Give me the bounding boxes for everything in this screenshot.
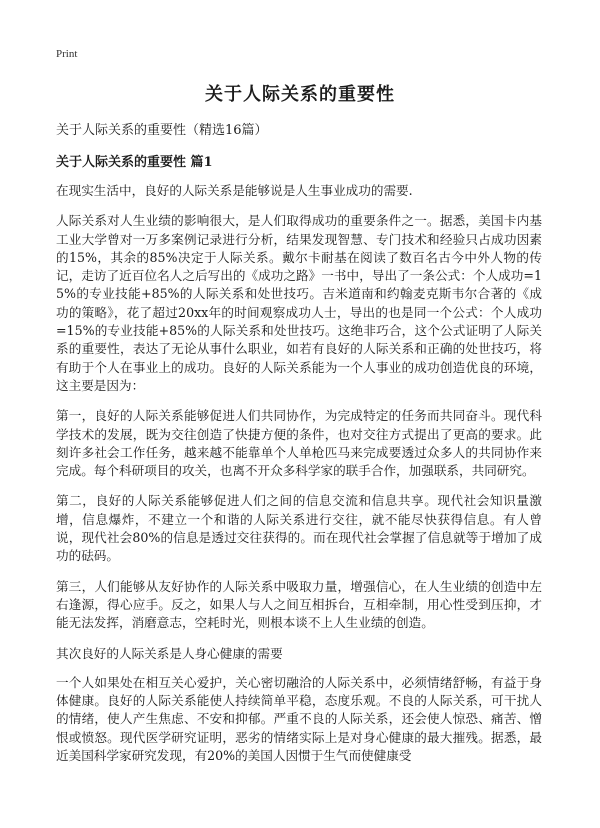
document-body: [56, 122, 542, 777]
paragraph-point-two: 第二，良好的人际关系能够促进人们之间的信息交流和信息共享。现代社会知识量激增，信息爆炸，不建立一个和谐的人际关系进行交往，就不能尽快获得信息。有人曾说，现代社会80%的信息是透过交往获得的。而在现代社会掌握了信息就等于增加了成功的砝码。: [56, 493, 542, 564]
section-heading: 关于人际关系的重要性 篇1: [56, 155, 213, 170]
document-subtitle: 关于人际关系的重要性（精选16篇）: [56, 123, 268, 138]
paragraph-intro: 在现实生活中，良好的人际关系是能够说是人生事业成功的需要.: [56, 183, 413, 198]
paragraph-health-heading: 其次良好的人际关系是人身心健康的需要: [56, 645, 283, 661]
paragraph-formula: 人际关系对人生业绩的影响很大，是人们取得成功的重要条件之一。据悉，美国卡内基工业大学曾对一万多案例记录进行分析，结果发现智慧、专门技术和经验只占成功因素的15%，其余的85%决定于人际关系。戴尔卡耐基在阅读了数百名古今中外人物的传记，走访了近百位名人之后写出的《成功之路》一书中，导出了一条公式：个人成功=15%的专业技能+85%的人际关系和处世技巧。吉米道南和约翰麦克斯韦尔合著的《成功的策略》，花了超过20xx年的时间观察成功人士，导出的也是同一个公式：个人成功=15%的专业技能+85%的人际关系和处世技巧。这绝非巧合，这个公式证明了人际关系的重要性，表达了无论从事什么职业，如若有良好的人际关系和正确的处世技巧，将有助于个人在事业上的成功。良好的人际关系能为一个人事业的成功创造优良的环境，这主要是因为：: [56, 213, 542, 393]
print-link[interactable]: Print: [56, 48, 78, 60]
document-title: 关于人际关系的重要性: [205, 84, 395, 105]
paragraph-point-three: 第三，人们能够从友好协作的人际关系中吸取力量，增强信心，在人生业绩的创造中左右逢源，得心应手。反之，如果人与人之间互相拆台，互相牵制，用心性受到压抑，才能无法发挥，消磨意志，空耗时光，则根本谈不上人生业绩的创造。: [56, 578, 542, 631]
paragraph-point-one: 第一，良好的人际关系能够促进人们共同协作，为完成特定的任务而共同奋斗。现代科学技术的发展，既为交往创造了快捷方便的条件，也对交往方式提出了更高的要求。此刻许多社会工作任务，越来越不能靠单个人单枪匹马来完成要透过众多人的共同协作来完成。每个科研项目的攻关，也离不开众多科学家的联手合作，加强联系，共同研究。: [56, 408, 542, 479]
paragraph-health: 一个人如果处在相互关心爱护，关心密切融洽的人际关系中，必须情绪舒畅，有益于身体健康。良好的人际关系能使人持续简单平稳，态度乐观。不良的人际关系，可干扰人的情绪，使人产生焦虑、不安和抑郁。严重不良的人际关系，还会使人惊恐、痛苦、憎恨或愤怒。现代医学研究证明，恶劣的情绪实际上是对身心健康的最大摧残。据悉，最近美国科学家研究发现，有20%的美国人因惯于生气而使健康受: [56, 674, 542, 764]
